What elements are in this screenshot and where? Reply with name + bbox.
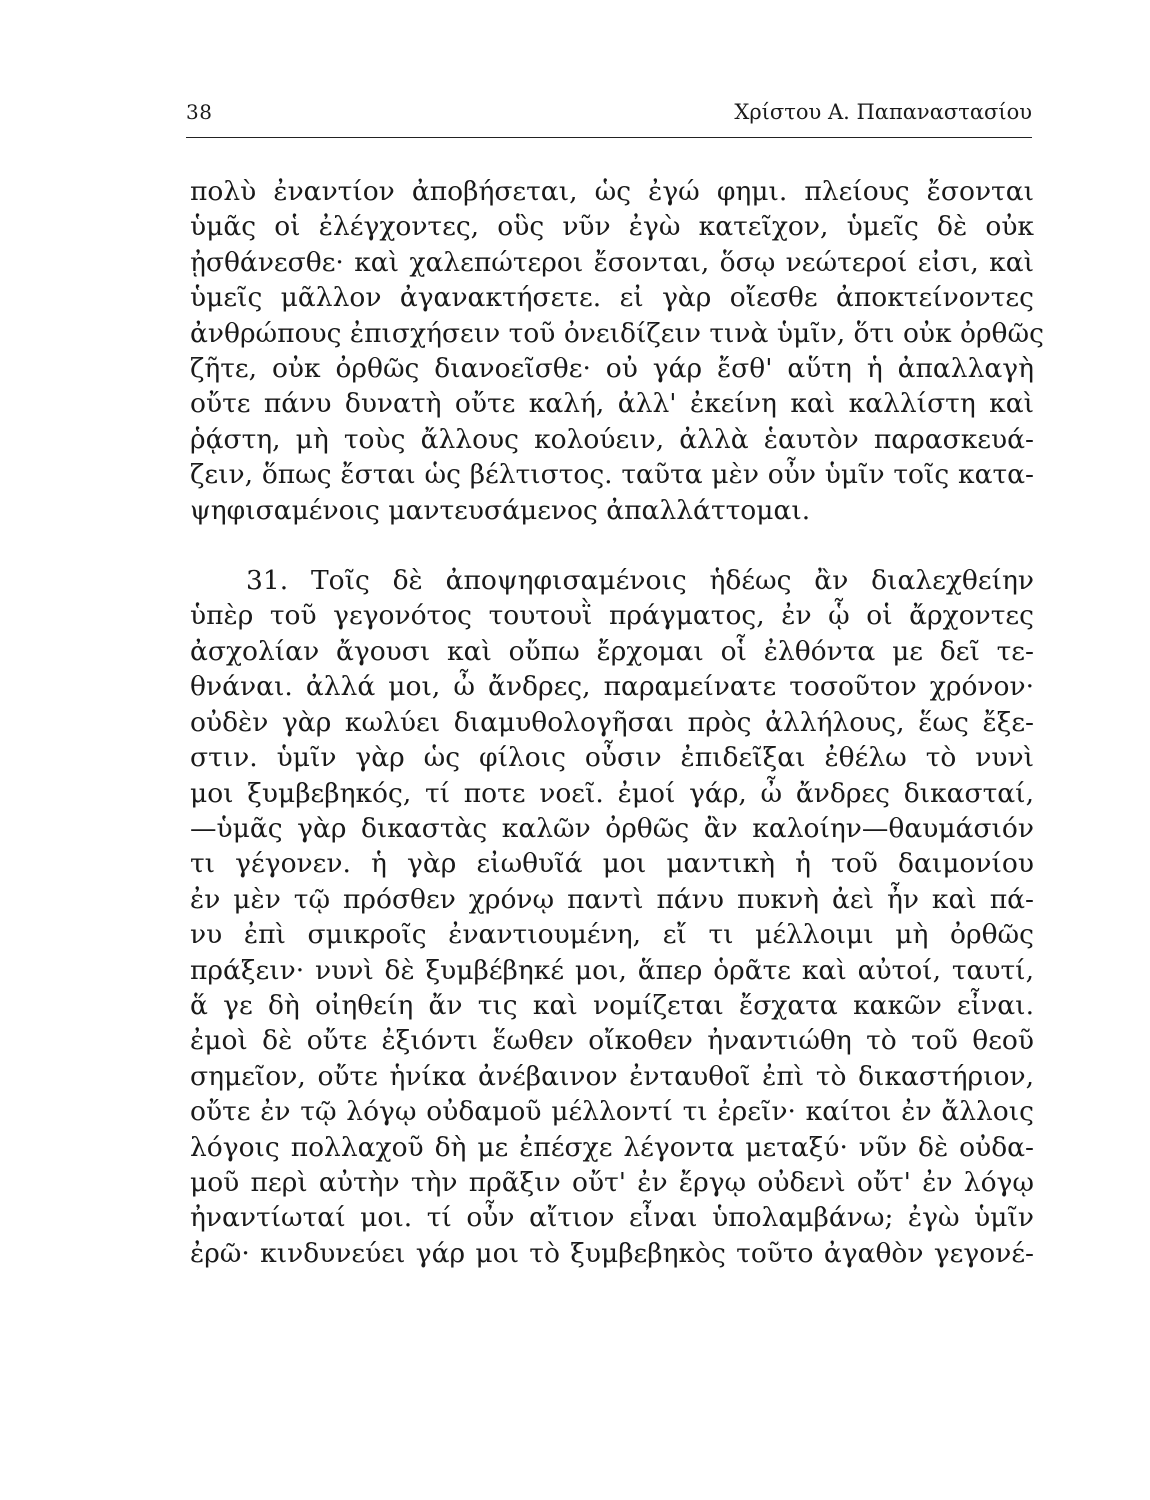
text-line: 31. Τοῖς δὲ ἀποψηφισαμένοις ἡδέως ἂν διαλεχθείην	[246, 565, 1034, 597]
text-line: ἅ γε δὴ οἰηθείη ἄν τις καὶ νομίζεται ἔσχατα κακῶν εἶναι.	[190, 989, 1034, 1021]
text-line: πράξειν· νυνὶ δὲ ξυμβέβηκέ μοι, ἅπερ ὁρᾶτε καὶ αὐτοί, ταυτί,	[190, 954, 1034, 986]
text-line: ἐν μὲν τῷ πρόσθεν χρόνῳ παντὶ πάνυ πυκνὴ ἀεὶ ἦν καὶ πά-	[190, 883, 1034, 915]
text-line: οὐδὲν γὰρ κωλύει διαμυθολογῆσαι πρὸς ἀλλήλους, ἕως ἔξε-	[190, 706, 1034, 738]
text-line: ὑμεῖς μᾶλλον ἀγανακτήσετε. εἰ γὰρ οἴεσθε ἀποκτείνοντες	[190, 282, 1034, 314]
body-text	[190, 174, 1044, 1271]
text-line: ἐρῶ· κινδυνεύει γάρ μοι τὸ ξυμβεβηκὸς τοῦτο ἀγαθὸν γεγονέ-	[190, 1237, 1034, 1269]
text-line: θνάναι. ἀλλά μοι, ὦ ἄνδρες, παραμείνατε τοσοῦτον χρόνον·	[190, 671, 1034, 703]
text-line: οὔτε πάνυ δυνατὴ οὔτε καλή, ἀλλ' ἐκείνη καὶ καλλίστη καὶ	[190, 388, 1034, 420]
text-line: —ὑμᾶς γὰρ δικαστὰς καλῶν ὀρθῶς ἂν καλοίην—θαυμάσιόν	[190, 812, 1034, 844]
text-line: ζῆτε, οὐκ ὀρθῶς διανοεῖσθε· οὐ γάρ ἔσθ' αὕτη ἡ ἀπαλλαγὴ	[190, 353, 1034, 385]
paragraph	[190, 563, 1034, 1271]
paragraph	[190, 174, 1044, 528]
text-line: ὑμᾶς οἱ ἐλέγχοντες, οὓς νῦν ἐγὼ κατεῖχον, ὑμεῖς δὲ οὐκ	[190, 211, 1034, 243]
text-line: ἠναντίωταί μοι. τί οὖν αἴτιον εἶναι ὑπολαμβάνω; ἐγὼ ὑμῖν	[190, 1202, 1034, 1234]
page-number: 38	[186, 100, 213, 124]
text-line: ἀσχολίαν ἄγουσι καὶ οὔπω ἔρχομαι οἷ ἐλθόντα με δεῖ τε-	[190, 635, 1034, 667]
text-line: πολὺ ἐναντίον ἀποβήσεται, ὡς ἐγώ φημι. πλείους ἔσονται	[190, 176, 1034, 207]
header-rule	[186, 137, 1032, 138]
running-head: Χρίστου Α. Παπαναστασίου	[734, 100, 1032, 124]
page-header	[186, 100, 1032, 130]
text-line: ῥᾴστη, μὴ τοὺς ἄλλους κολούειν, ἀλλὰ ἑαυτὸν παρασκευά-	[190, 423, 1034, 455]
text-line: ᾐσθάνεσθε· καὶ χαλεπώτεροι ἔσονται, ὅσῳ νεώτεροί εἰσι, καὶ	[190, 246, 1034, 278]
text-line: ζειν, ὅπως ἔσται ὡς βέλτιστος. ταῦτα μὲν οὖν ὑμῖν τοῖς κατα-	[190, 459, 1034, 491]
text-line: ἀνθρώπους ἐπισχήσειν τοῦ ὀνειδίζειν τινὰ ὑμῖν, ὅτι οὐκ ὀρθῶς	[190, 317, 1044, 349]
text-line: σημεῖον, οὔτε ἡνίκα ἀνέβαινον ἐνταυθοῖ ἐπὶ τὸ δικαστήριον,	[190, 1060, 1034, 1092]
text-line: στιν. ὑμῖν γὰρ ὡς φίλοις οὖσιν ἐπιδεῖξαι ἐθέλω τὸ νυνὶ	[190, 742, 1034, 774]
paragraph-gap	[190, 528, 1034, 563]
text-line: ψηφισαμένοις μαντευσάμενος ἀπαλλάττομαι.	[190, 494, 811, 526]
text-line: τι γέγονεν. ἡ γὰρ εἰωθυῖά μοι μαντικὴ ἡ τοῦ δαιμονίου	[190, 848, 1034, 880]
text-line: μοῦ περὶ αὐτὴν τὴν πρᾶξιν οὔτ' ἐν ἔργῳ οὐδενὶ οὔτ' ἐν λόγῳ	[190, 1166, 1034, 1198]
text-line: μοι ξυμβεβηκός, τί ποτε νοεῖ. ἐμοί γάρ, ὦ ἄνδρες δικασταί,	[190, 777, 1034, 809]
text-line: νυ ἐπὶ σμικροῖς ἐναντιουμένη, εἴ τι μέλλοιμι μὴ ὀρθῶς	[190, 919, 1034, 951]
text-line: οὔτε ἐν τῷ λόγῳ οὐδαμοῦ μέλλοντί τι ἐρεῖν· καίτοι ἐν ἄλλοις	[190, 1096, 1034, 1128]
text-line: ἐμοὶ δὲ οὔτε ἐξιόντι ἕωθεν οἴκοθεν ἠναντιώθη τὸ τοῦ θεοῦ	[190, 1025, 1034, 1057]
text-line: λόγοις πολλαχοῦ δὴ με ἐπέσχε λέγοντα μεταξύ· νῦν δὲ οὐδα-	[190, 1131, 1034, 1163]
text-line: ὑπὲρ τοῦ γεγονότος τουτουῒ πράγματος, ἐν ᾧ οἱ ἄρχοντες	[190, 600, 1034, 632]
